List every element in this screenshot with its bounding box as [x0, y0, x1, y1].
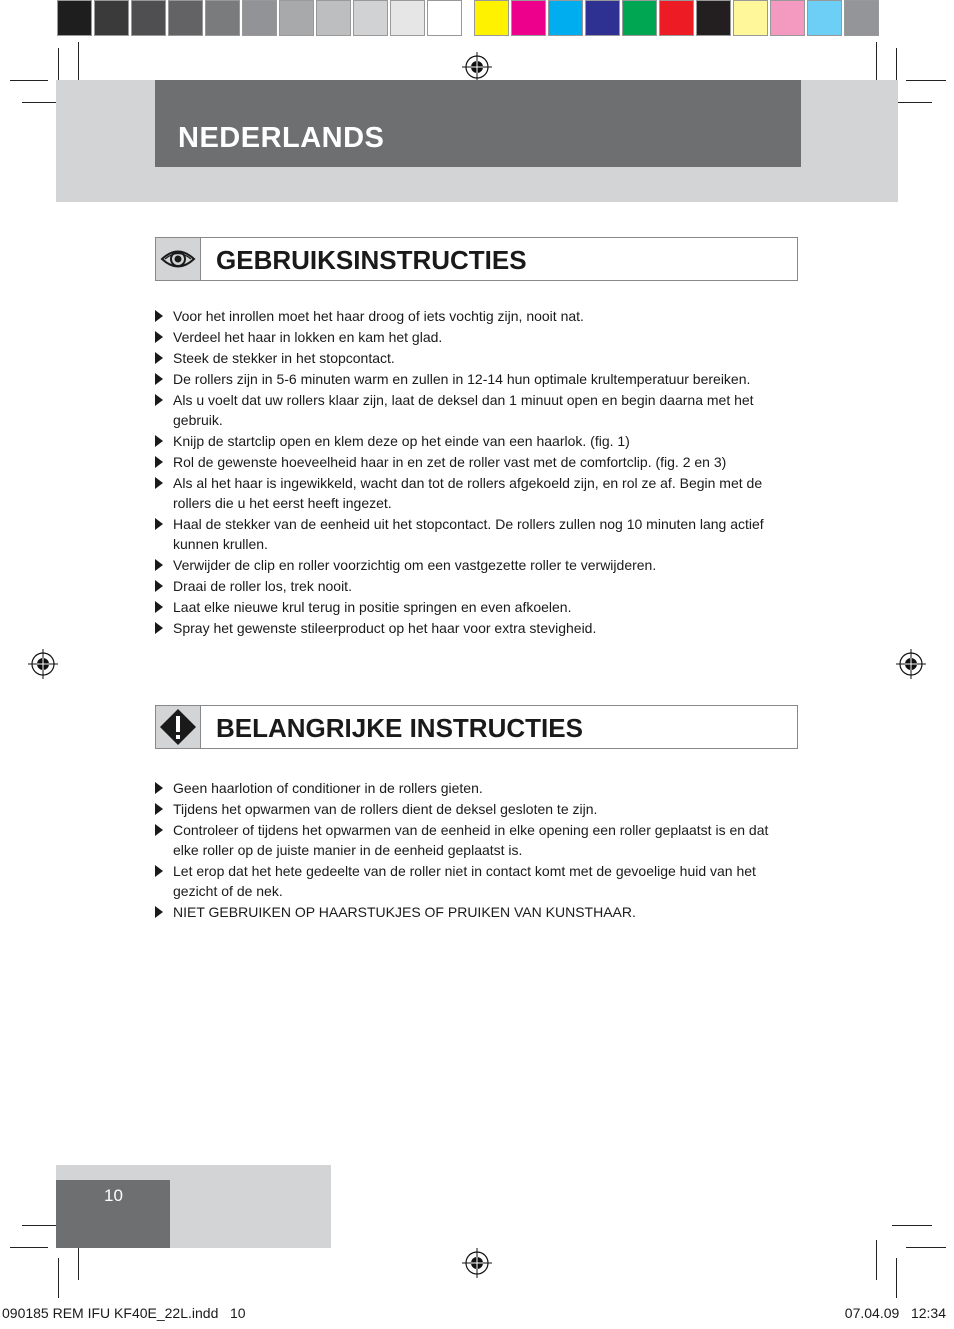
- color-swatch: [696, 0, 731, 36]
- list-item-text: Tijdens het opwarmen van de rollers dient de deksel gesloten te zijn.: [173, 801, 598, 817]
- list-item-text: Haal de stekker van de eenheid uit het stopcontact. De rollers zullen nog 10 minuten lang actief kunnen krullen.: [173, 516, 764, 552]
- section-title: GEBRUIKSINSTRUCTIES: [216, 245, 527, 275]
- list-item: [153, 473, 783, 513]
- bullet-arrow-icon: [155, 331, 163, 343]
- color-swatch: [844, 0, 879, 36]
- color-swatch: [390, 0, 425, 36]
- bullet-arrow-icon: [155, 310, 163, 322]
- list-item-text: Knijp de startclip open en klem deze op het einde van een haarlok. (fig. 1): [173, 433, 630, 449]
- list-item: [153, 861, 783, 901]
- bullet-arrow-icon: [155, 803, 163, 815]
- color-swatch: [807, 0, 842, 36]
- list-item: [153, 369, 783, 389]
- crop-mark: [10, 1247, 48, 1248]
- print-slug-timestamp: 07.04.09 12:34: [844, 1305, 946, 1321]
- crop-mark: [876, 1240, 877, 1280]
- usage-instructions-list: [153, 306, 783, 639]
- list-item: [153, 431, 783, 451]
- list-item: [153, 597, 783, 617]
- color-swatch: [770, 0, 805, 36]
- section-icon-box: [156, 706, 201, 748]
- list-item-text: Als al het haar is ingewikkeld, wacht dan tot de rollers afgekoeld zijn, en rol ze af. Begin met de rollers die u het eerst heeft ingezet.: [173, 475, 763, 511]
- color-swatch: [659, 0, 694, 36]
- bullet-arrow-icon: [155, 580, 163, 592]
- color-swatch: [427, 0, 462, 36]
- bullet-arrow-icon: [155, 435, 163, 447]
- color-swatch: [205, 0, 240, 36]
- bullet-arrow-icon: [155, 906, 163, 918]
- swatch-gap: [464, 0, 474, 40]
- list-item-text: Steek de stekker in het stopcontact.: [173, 350, 395, 366]
- color-swatch: [474, 0, 509, 36]
- list-item-text: Verwijder de clip en roller voorzichtig om een vastgezette roller te verwijderen.: [173, 557, 657, 573]
- print-slug-filename: 090185 REM IFU KF40E_22L.indd 10: [2, 1305, 246, 1321]
- list-item-text: Draai de roller los, trek nooit.: [173, 578, 352, 594]
- list-item: [153, 778, 783, 798]
- color-swatch: [242, 0, 277, 36]
- color-swatch: [279, 0, 314, 36]
- crop-mark: [906, 80, 946, 81]
- bullet-arrow-icon: [155, 622, 163, 634]
- page-title: NEDERLANDS: [178, 122, 385, 154]
- bullet-arrow-icon: [155, 373, 163, 385]
- bullet-arrow-icon: [155, 824, 163, 836]
- crop-mark: [10, 80, 48, 81]
- color-swatch: [94, 0, 129, 36]
- crop-mark: [58, 1258, 59, 1298]
- eye-icon: [156, 238, 200, 280]
- list-item-text: De rollers zijn in 5-6 minuten warm en zullen in 12-14 hun optimale krultemperatuur bereiken.: [173, 371, 751, 387]
- bullet-arrow-icon: [155, 782, 163, 794]
- important-instructions-list: [153, 778, 783, 923]
- registration-mark-icon: [462, 1248, 492, 1278]
- color-swatch: [131, 0, 166, 36]
- list-item-text: Geen haarlotion of conditioner in de rollers gieten.: [173, 780, 483, 796]
- list-item: [153, 452, 783, 472]
- list-item: [153, 390, 783, 430]
- bullet-arrow-icon: [155, 477, 163, 489]
- list-item: [153, 514, 783, 554]
- bullet-arrow-icon: [155, 394, 163, 406]
- color-swatch: [511, 0, 546, 36]
- page-number: 10: [104, 1186, 123, 1205]
- bullet-arrow-icon: [155, 865, 163, 877]
- color-calibration-bar: [57, 0, 881, 40]
- list-item: [153, 555, 783, 575]
- bullet-arrow-icon: [155, 559, 163, 571]
- crop-mark: [892, 1225, 932, 1226]
- list-item-text: Laat elke nieuwe krul terug in positie springen en even afkoelen.: [173, 599, 572, 615]
- color-swatch: [57, 0, 92, 36]
- list-item-text: Let erop dat het hete gedeelte van de roller niet in contact komt met de gevoelige huid van het gezicht of de nek.: [173, 863, 756, 899]
- section-header-usage: [155, 237, 798, 281]
- color-swatch: [622, 0, 657, 36]
- section-title: BELANGRIJKE INSTRUCTIES: [216, 713, 583, 743]
- bullet-arrow-icon: [155, 352, 163, 364]
- crop-mark: [876, 42, 877, 82]
- registration-mark-icon: [896, 649, 926, 679]
- color-swatch: [168, 0, 203, 36]
- bullet-arrow-icon: [155, 601, 163, 613]
- crop-mark: [896, 1258, 897, 1298]
- list-item-text: Spray het gewenste stileerproduct op het haar voor extra stevigheid.: [173, 620, 597, 636]
- registration-mark-icon: [28, 649, 58, 679]
- section-header-important: [155, 705, 798, 749]
- list-item: [153, 799, 783, 819]
- list-item: [153, 618, 783, 638]
- section-icon-box: [156, 238, 201, 280]
- list-item: [153, 306, 783, 326]
- list-item: [153, 820, 783, 860]
- bullet-arrow-icon: [155, 456, 163, 468]
- crop-mark: [906, 1247, 946, 1248]
- color-swatch: [733, 0, 768, 36]
- color-swatch: [316, 0, 351, 36]
- bullet-arrow-icon: [155, 518, 163, 530]
- list-item-text: Controleer of tijdens het opwarmen van de eenheid in elke opening een roller geplaatst is en dat elke roller op de juiste manier in de eenheid geplaatst is.: [173, 822, 769, 858]
- list-item-text: Voor het inrollen moet het haar droog of iets vochtig zijn, nooit nat.: [173, 308, 584, 324]
- list-item: [153, 327, 783, 347]
- color-swatch: [353, 0, 388, 36]
- crop-mark: [78, 42, 79, 82]
- list-item: [153, 348, 783, 368]
- list-item: [153, 576, 783, 596]
- crop-mark: [892, 102, 932, 103]
- registration-mark-icon: [462, 52, 492, 82]
- list-item: [153, 902, 783, 922]
- list-item-text: Als u voelt dat uw rollers klaar zijn, laat de deksel dan 1 minuut open en begin daarna met het gebruik.: [173, 392, 754, 428]
- list-item-text: Verdeel het haar in lokken en kam het glad.: [173, 329, 443, 345]
- color-swatch: [585, 0, 620, 36]
- warning-icon: [156, 706, 200, 748]
- list-item-text: Rol de gewenste hoeveelheid haar in en zet de roller vast met de comfortclip. (fig. 2 en 3): [173, 454, 727, 470]
- list-item-text: NIET GEBRUIKEN OP HAARSTUKJES OF PRUIKEN VAN KUNSTHAAR.: [173, 904, 636, 920]
- color-swatch: [548, 0, 583, 36]
